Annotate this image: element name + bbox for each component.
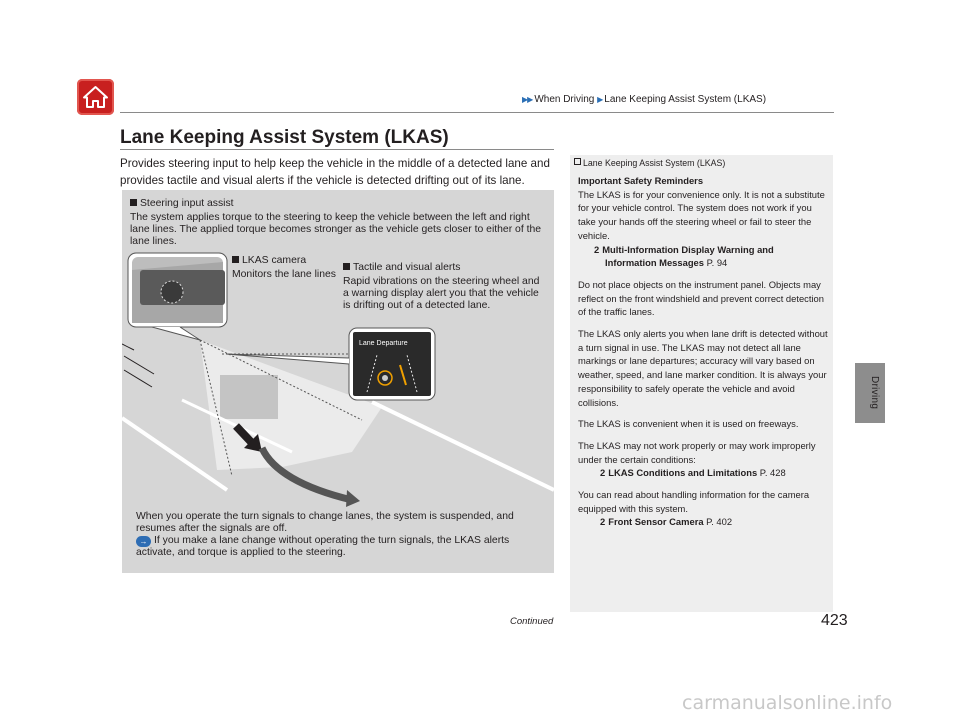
bullet-square-icon (130, 199, 137, 206)
notes-title-text: Lane Keeping Assist System (LKAS) (583, 158, 726, 168)
camera-text: Monitors the lane lines (232, 269, 336, 280)
camera-heading-text: LKAS camera (242, 255, 307, 266)
breadcrumb-arrow-icon: ▶ (597, 95, 603, 104)
note-arrow-icon: → (136, 536, 151, 547)
reference-icon: 2 (600, 516, 606, 528)
lkas-camera-label (232, 255, 337, 281)
notes-title (574, 158, 725, 168)
breadcrumb (522, 94, 766, 105)
xref-title-line-1: Multi-Information Display Warning and (602, 243, 774, 255)
figure-footer (136, 511, 550, 559)
notes-paragraph-1: The LKAS is for your convenience only. It is not a substitute for your vehicle control. The system does not work if you take your hands off the steering wheel or fail to steer the vehicle. (578, 188, 825, 241)
home-icon (77, 79, 114, 115)
chapter-tab-label: Driving (869, 376, 880, 410)
reference-icon: 2 (600, 467, 606, 479)
notes-paragraph-6: You can read about handling information for the camera equipped with this system. (578, 489, 810, 514)
steering-text: The system applies torque to the steering to keep the vehicle between the left and right lane lines. The applied torque becomes stronger as the vehicle gets closer to either of the lane lines. (130, 212, 542, 247)
continued-label: Continued (510, 616, 554, 627)
bullet-square-icon (232, 256, 239, 263)
display-lane-departure-label: Lane Departure (359, 340, 408, 347)
page-title: Lane Keeping Assist System (LKAS) (120, 127, 449, 148)
camera-heading (232, 255, 337, 267)
steering-heading-text: Steering input assist (140, 198, 234, 209)
tactile-visual-alerts (343, 262, 543, 312)
steering-input-assist (130, 198, 550, 248)
xref-title-line-2: Information Messages (605, 257, 704, 269)
notes-body (578, 174, 832, 529)
notes-paragraph-4: The LKAS is convenient when it is used on freeways. (578, 418, 799, 430)
breadcrumb-item-when-driving[interactable]: When Driving (534, 94, 595, 105)
breadcrumb-item-lkas[interactable]: Lane Keeping Assist System (LKAS) (604, 94, 767, 105)
notes-paragraph-5: The LKAS may not work properly or may work improperly under the certain conditions: (578, 439, 816, 465)
home-button[interactable] (77, 79, 114, 115)
steering-heading (130, 198, 550, 210)
lkas-illustration (122, 190, 554, 573)
xref-front-sensor-camera[interactable] (578, 515, 832, 529)
xref-page: P. 94 (706, 257, 728, 269)
xref-page: P. 402 (706, 516, 733, 528)
lane-change-note-text: If you make a lane change without operating the turn signals, the LKAS alerts activate, and torque is applied to the steering. (136, 535, 510, 558)
xref-multi-information-display[interactable] (578, 243, 832, 270)
intro-paragraph: Provides steering input to help keep the vehicle in the middle of a detected lane and provides tactile and visual alerts if the vehicle is detected drifting out of its lane. (120, 157, 550, 187)
tactile-heading-text: Tactile and visual alerts (353, 262, 461, 273)
notes-paragraph-3: The LKAS only alerts you when lane drift is detected without a turn signal in use. The LKAS may not detect all lane markings or lane departures; accuracy will vary based on weather, speed, and lane marker condition. It is always your responsibility to safely operate the vehicle and avoid collisions. (578, 328, 828, 408)
xref-title: Front Sensor Camera (608, 516, 704, 528)
header-divider (120, 112, 834, 113)
notes-column (570, 155, 833, 612)
xref-page: P. 428 (759, 467, 786, 479)
title-divider (120, 149, 554, 150)
xref-lkas-conditions[interactable] (578, 466, 832, 480)
notes-heading: Important Safety Reminders (578, 175, 704, 186)
notes-paragraph-2: Do not place objects on the instrument panel. Objects may reflect on the front windshield and prevent correct detection of the traffic lanes. (578, 278, 824, 318)
watermark: carmanualsonline.info (682, 692, 893, 714)
page-number: 423 (821, 612, 848, 629)
tactile-heading (343, 262, 543, 274)
xref-title: LKAS Conditions and Limitations (608, 467, 758, 479)
tactile-text: Rapid vibrations on the steering wheel and a warning display alert you that the vehicle is drifting out of a detected lane. (343, 276, 540, 311)
lane-change-note (136, 535, 550, 559)
bullet-square-icon (343, 263, 350, 270)
turn-signal-text: When you operate the turn signals to change lanes, the system is suspended, and resumes after the signals are off. (136, 511, 514, 534)
reference-icon: 2 (594, 243, 600, 255)
note-marker-icon (574, 158, 581, 165)
breadcrumb-arrow-icon: ▶▶ (522, 95, 533, 104)
